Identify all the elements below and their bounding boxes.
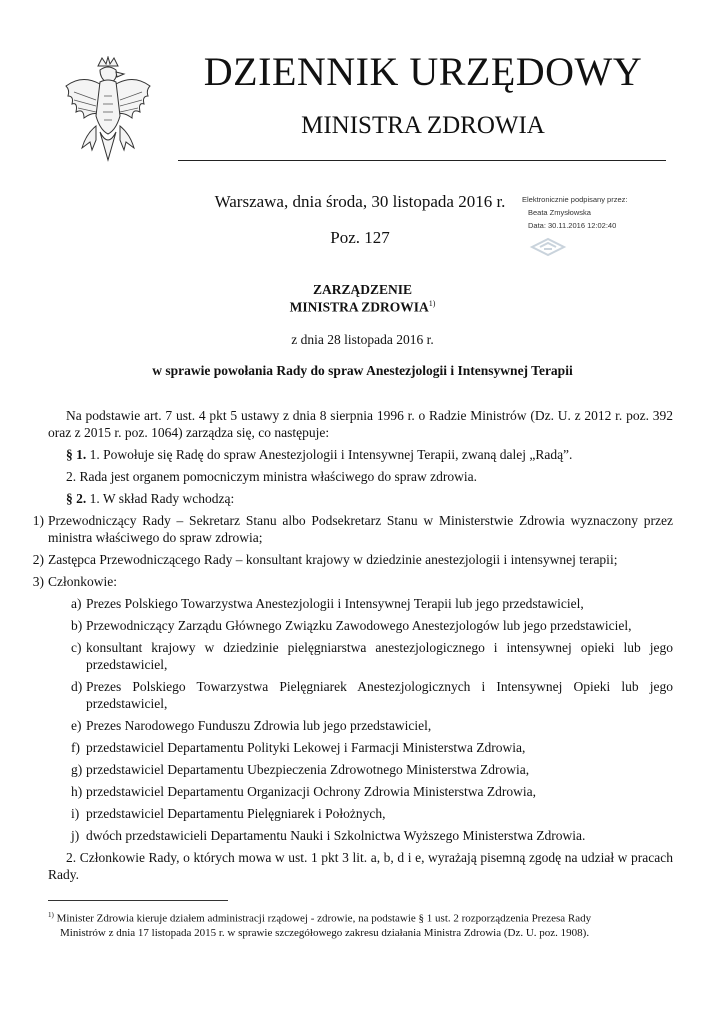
member-text: dwóch przedstawicieli Departamentu Nauki i Szkolnictwa Wyższego Ministerstwa Zdrowia. <box>86 828 586 843</box>
signature-label: Elektronicznie podpisany przez: <box>522 195 628 204</box>
section-2-mark: § 2. <box>66 491 87 506</box>
member-item <box>71 783 673 800</box>
footnote-line <box>48 908 673 926</box>
member-text: konsultant krajowy w dziedzinie pielęgniarstwa anestezjologicznego i intensywnej opieki lub jego przedstawiciel, <box>86 640 673 672</box>
member-item <box>71 617 673 634</box>
list-marker: 2) <box>32 552 44 567</box>
footnote-continuation: Ministrów z dnia 17 listopada 2015 r. w sprawie szczegółowego zakresu działania Ministra Zdrowia (Dz. U. poz. 1908). <box>60 926 590 939</box>
issue-position: Poz. 127 <box>330 228 390 247</box>
member-marker: j) <box>71 828 80 843</box>
section-1-paragraph-1 <box>48 446 673 463</box>
member-item <box>71 678 673 712</box>
member-marker: g) <box>71 762 83 777</box>
member-text: przedstawiciel Departamentu Pielęgniarek i Położnych, <box>86 806 386 821</box>
member-marker: e) <box>71 718 82 733</box>
member-item <box>71 595 673 612</box>
signature-date: Data: 30.11.2016 12:02:40 <box>528 220 617 230</box>
section-2-paragraph-1-text: 1. W skład Rady wchodzą: <box>89 491 235 506</box>
journal-subtitle: MINISTRA ZDROWIA <box>301 112 545 139</box>
section-1-paragraph-1-text: 1. Powołuje się Radę do spraw Anestezjologii i Intensywnej Terapii, zwaną dalej „Radą”. <box>89 447 573 462</box>
signature-mark-icon <box>528 236 568 258</box>
member-text: przedstawiciel Departamentu Ubezpieczenia Zdrowotnego Ministerstwa Zdrowia, <box>86 762 530 777</box>
footnote <box>48 908 673 940</box>
member-marker: d) <box>71 679 83 694</box>
member-item <box>71 805 673 822</box>
member-marker: f) <box>71 740 80 755</box>
document-body <box>32 407 673 888</box>
list-text: Przewodniczący Rady – Sekretarz Stanu albo Podsekretarz Stanu w Ministerstwie Zdrowia wyznaczony przez ministra właściwego do spraw zdrowia; <box>48 513 673 545</box>
member-text: Prezes Polskiego Towarzystwa Pielęgniarek Anestezjologicznych i Intensywnej Opieki lub jego przedstawiciel, <box>86 679 673 711</box>
member-marker: c) <box>71 640 82 655</box>
act-issuer-name: MINISTRA ZDROWIA <box>289 299 429 315</box>
journal-title: DZIENNIK URZĘDOWY <box>203 49 643 94</box>
section-2-paragraph-2: 2. Członkowie Rady, o których mowa w ust. 1 pkt 3 lit. a, b, d i e, wyrażają pisemną zgodę na udział w pracach Rady. <box>48 850 673 882</box>
section-1-mark: § 1. <box>66 447 87 462</box>
member-text: przedstawiciel Departamentu Polityki Lekowej i Farmacji Ministerstwa Zdrowia, <box>86 740 526 755</box>
act-issuer <box>40 299 685 316</box>
list-text: Członkowie: <box>48 574 117 589</box>
member-item <box>71 639 673 673</box>
list-item <box>32 551 673 568</box>
member-item <box>71 761 673 778</box>
member-marker: a) <box>71 596 82 611</box>
member-marker: b) <box>71 618 83 633</box>
member-text: przedstawiciel Departamentu Organizacji Ochrony Zdrowia Ministerstwa Zdrowia, <box>86 784 536 799</box>
member-item <box>71 827 673 844</box>
member-item <box>71 739 673 756</box>
member-marker: h) <box>71 784 83 799</box>
footnote-divider <box>48 900 228 901</box>
act-type: ZARZĄDZENIE <box>312 282 413 297</box>
signature-signer: Beata Zmysłowska <box>528 207 591 217</box>
section-2-paragraph-1 <box>48 490 673 507</box>
list-marker: 1) <box>32 513 44 528</box>
footnote-text: Minister Zdrowia kieruje działem administracji rządowej - zdrowie, na podstawie § 1 ust. 2 rozporządzenia Prezesa Rady <box>56 912 592 925</box>
member-item <box>71 717 673 734</box>
member-text: Prezes Narodowego Funduszu Zdrowia lub jego przedstawiciel, <box>86 718 432 733</box>
masthead-divider <box>178 160 666 161</box>
section-1-paragraph-2: 2. Rada jest organem pomocniczym ministra właściwego do spraw zdrowia. <box>66 469 478 484</box>
list-item <box>32 573 673 590</box>
list-marker: 3) <box>32 574 44 589</box>
list-text: Zastępca Przewodniczącego Rady – konsultant krajowy w dziedzinie anestezjologii i intensywnej terapii; <box>48 552 618 567</box>
act-subject: w sprawie powołania Rady do spraw Anestezjologii i Intensywnej Terapii <box>152 363 573 378</box>
polish-eagle-emblem-icon <box>60 56 156 174</box>
member-marker: i) <box>71 806 80 821</box>
member-text: Prezes Polskiego Towarzystwa Anestezjologii i Intensywnej Terapii lub jego przedstawiciel, <box>86 596 584 611</box>
footnote-marker: 1) <box>48 911 54 919</box>
list-item <box>32 512 673 546</box>
issue-dateline: Warszawa, dnia środa, 30 listopada 2016 r. <box>214 192 506 211</box>
preamble: Na podstawie art. 7 ust. 4 pkt 5 ustawy z dnia 8 sierpnia 1996 r. o Radzie Ministrów (Dz. U. z 2012 r. poz. 392 oraz z 2015 r. poz. 1064) zarządza się, co następuje: <box>48 408 673 440</box>
footnote-reference: 1) <box>428 299 436 308</box>
member-text: Przewodniczący Zarządu Głównego Związku Zawodowego Anestezjologów lub jego przedstawiciel, <box>86 618 632 633</box>
act-date: z dnia 28 listopada 2016 r. <box>291 332 434 347</box>
electronic-signature <box>522 194 632 232</box>
